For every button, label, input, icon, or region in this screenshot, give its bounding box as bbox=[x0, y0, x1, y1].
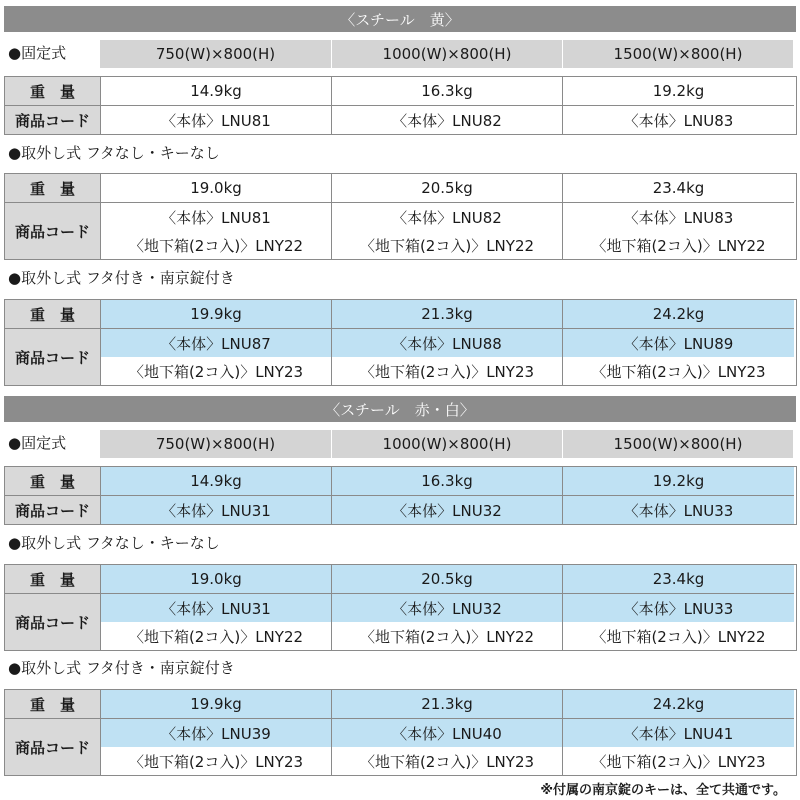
box-code-cell: 〈地下箱(2コ入)〉LNY23 bbox=[101, 357, 332, 385]
weight-cell: 14.9kg bbox=[101, 77, 332, 106]
fixed-type-label: ●固定式 bbox=[8, 44, 67, 62]
body-code-cell: 〈本体〉LNU31 bbox=[101, 496, 332, 524]
box-code-cell: 〈地下箱(2コ入)〉LNY22 bbox=[332, 231, 563, 259]
body-code-cell: 〈本体〉LNU88 bbox=[332, 329, 563, 357]
product-code-label: 商品コード bbox=[5, 594, 101, 650]
fixed-spec-table bbox=[4, 76, 797, 135]
size-1000: 1000(W)×800(H) bbox=[331, 430, 562, 458]
body-code-cell: 〈本体〉LNU32 bbox=[332, 594, 563, 622]
box-code-cell: 〈地下箱(2コ入)〉LNY23 bbox=[591, 362, 766, 381]
body-code-cell: 〈本体〉LNU89 bbox=[563, 329, 794, 357]
body-code-cell: 〈本体〉LNU81 bbox=[101, 203, 332, 231]
weight-cell: 19.2kg bbox=[563, 467, 794, 496]
removable-lock-label: ●取外し式 フタ付き・南京錠付き bbox=[8, 659, 235, 677]
body-code-cell: 〈本体〉LNU32 bbox=[332, 496, 563, 524]
box-code-cell: 〈地下箱(2コ入)〉LNY22 bbox=[101, 622, 332, 650]
removable-lock-label: ●取外し式 フタ付き・南京錠付き bbox=[8, 269, 235, 287]
weight-cell: 21.3kg bbox=[332, 690, 563, 719]
removable-nokey-label: ●取外し式 フタなし・キーなし bbox=[8, 144, 220, 162]
body-code-cell: 〈本体〉LNU33 bbox=[563, 496, 794, 524]
weight-cell: 19.9kg bbox=[101, 690, 332, 719]
weight-label: 重 量 bbox=[5, 77, 101, 106]
weight-label: 重 量 bbox=[5, 690, 101, 719]
box-code-cell: 〈地下箱(2コ入)〉LNY23 bbox=[591, 752, 766, 771]
box-code-cell: 〈地下箱(2コ入)〉LNY23 bbox=[101, 747, 332, 775]
weight-cell: 24.2kg bbox=[563, 300, 794, 329]
body-code-cell: 〈本体〉LNU31 bbox=[101, 594, 332, 622]
box-code-cell: 〈地下箱(2コ入)〉LNY22 bbox=[101, 231, 332, 259]
box-code-cell: 〈地下箱(2コ入)〉LNY23 bbox=[332, 357, 563, 385]
size-1500: 1500(W)×800(H) bbox=[562, 430, 793, 458]
body-code-cell: 〈本体〉LNU83 bbox=[623, 208, 734, 227]
size-1500: 1500(W)×800(H) bbox=[562, 40, 793, 68]
product-code-label: 商品コード bbox=[5, 719, 101, 775]
removable-nokey-label: ●取外し式 フタなし・キーなし bbox=[8, 534, 220, 552]
body-code-cell: 〈本体〉LNU87 bbox=[101, 329, 332, 357]
product-code-label: 商品コード bbox=[5, 329, 101, 385]
body-code-cell: 〈本体〉LNU82 bbox=[332, 203, 563, 231]
weight-cell: 23.4kg bbox=[563, 565, 794, 594]
fixed-spec-table bbox=[4, 466, 797, 525]
body-code-cell: 〈本体〉LNU81 bbox=[101, 106, 332, 134]
size-header-row bbox=[100, 40, 793, 68]
weight-cell: 16.3kg bbox=[332, 77, 563, 106]
size-1000: 1000(W)×800(H) bbox=[331, 40, 562, 68]
footnote: ※付属の南京錠のキーは、全て共通です。 bbox=[540, 783, 786, 798]
weight-cell: 19.2kg bbox=[563, 77, 794, 106]
body-code-cell: 〈本体〉LNU40 bbox=[332, 719, 563, 747]
size-header-row bbox=[100, 430, 793, 458]
box-code-cell: 〈地下箱(2コ入)〉LNY23 bbox=[332, 747, 563, 775]
weight-label: 重 量 bbox=[5, 467, 101, 496]
weight-label: 重 量 bbox=[5, 174, 101, 203]
product-code-label: 商品コード bbox=[5, 203, 101, 259]
weight-cell: 20.5kg bbox=[332, 174, 563, 203]
weight-label: 重 量 bbox=[5, 565, 101, 594]
weight-cell: 21.3kg bbox=[332, 300, 563, 329]
box-code-cell: 〈地下箱(2コ入)〉LNY22 bbox=[591, 627, 766, 646]
removable-lock-table bbox=[4, 689, 797, 776]
box-code-cell: 〈地下箱(2コ入)〉LNY22 bbox=[332, 622, 563, 650]
box-code-cell: 〈地下箱(2コ入)〉LNY22 bbox=[591, 236, 766, 255]
body-code-cell: 〈本体〉LNU82 bbox=[332, 106, 563, 134]
section-title-red-white: 〈スチール 赤・白〉 bbox=[4, 396, 796, 422]
body-code-cell: 〈本体〉LNU83 bbox=[623, 111, 734, 130]
body-code-cell: 〈本体〉LNU33 bbox=[563, 594, 794, 622]
section-title-yellow: 〈スチール 黄〉 bbox=[4, 6, 796, 32]
product-code-label: 商品コード bbox=[5, 496, 101, 524]
weight-cell: 20.5kg bbox=[332, 565, 563, 594]
size-750: 750(W)×800(H) bbox=[155, 435, 276, 453]
weight-label: 重 量 bbox=[5, 300, 101, 329]
weight-cell: 19.0kg bbox=[101, 174, 332, 203]
size-750: 750(W)×800(H) bbox=[155, 45, 276, 63]
weight-cell: 23.4kg bbox=[563, 174, 794, 203]
product-code-label: 商品コード bbox=[5, 106, 101, 134]
removable-nokey-table bbox=[4, 564, 797, 651]
weight-cell: 16.3kg bbox=[332, 467, 563, 496]
weight-cell: 19.0kg bbox=[101, 565, 332, 594]
weight-cell: 14.9kg bbox=[101, 467, 332, 496]
body-code-cell: 〈本体〉LNU39 bbox=[101, 719, 332, 747]
weight-cell: 19.9kg bbox=[101, 300, 332, 329]
removable-lock-table bbox=[4, 299, 797, 386]
body-code-cell: 〈本体〉LNU41 bbox=[563, 719, 794, 747]
fixed-type-label: ●固定式 bbox=[8, 434, 67, 452]
weight-cell: 24.2kg bbox=[563, 690, 794, 719]
removable-nokey-table bbox=[4, 173, 797, 260]
